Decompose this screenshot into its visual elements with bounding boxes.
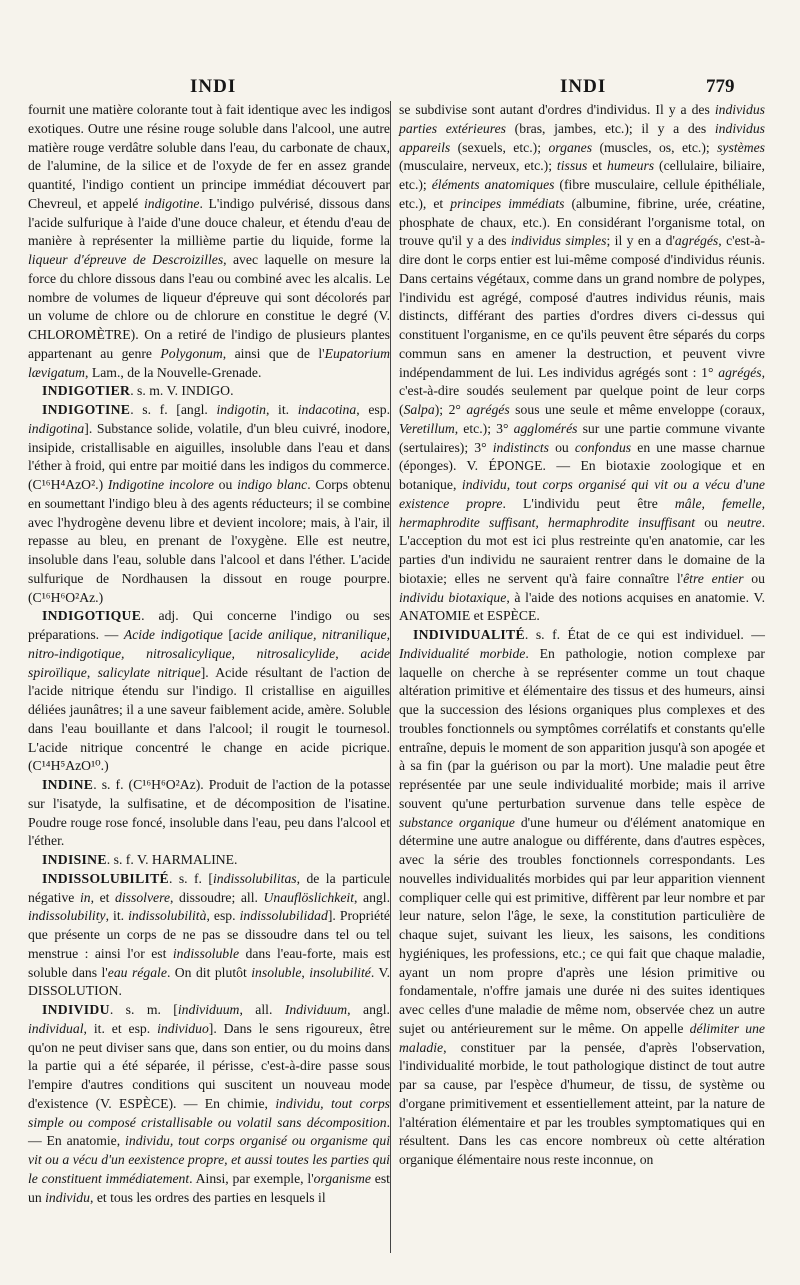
text-run: , avec laquelle on mesure la force du chlore dissous dans l'eau ou combiné avec les alcalis. Le nombre de volumes de liqueur d'épreuve qui sont décolorés par un volume de chlore ou de chlorure en constitue le degré (V. C [28,252,391,342]
text-run: . V. D [28,964,391,999]
text-run: ou [213,477,238,492]
text-run: . Ainsi, par exemple, l' [189,1170,314,1186]
headword: INDIGOTINE [42,402,131,417]
text-run: , et tous les ordres des parties en lesquels il [89,1189,326,1205]
text-run: ou [548,439,575,455]
entry-indigotique [28,607,390,776]
text-run: ]. Dans le sens rigoureux, être qu'on ne peut diviser sans que, dans son entier, ou du moins dans la partie qui a été séparée, il périsse, c'est-à-dire passe sous l'empire d'autres conditions qui suscitent un nouveau mode d'existence (V. E [28,1020,390,1111]
page-header [0,76,800,102]
text-run: . — En biotaxie zoologique et en botanique, [399,458,765,492]
italic-text: individuum [177,1002,240,1017]
text-run: , it. et esp. [83,1020,158,1036]
italic-text: indigotina [28,420,85,436]
text-run: . [230,383,234,399]
text-run: ; il y en a d' [606,233,675,249]
italic-text: Individualité morbide [399,645,526,661]
text-run: NDIGO [185,383,231,399]
italic-text: Salpa [403,402,435,417]
italic-text: agrégés [718,364,762,380]
text-run: . L'individu peut être [502,495,675,511]
entry-individu [28,1001,390,1207]
text-run: , [301,964,310,980]
text-run: (bras, jambes, etc.); il y a des [506,120,715,136]
italic-text: humeurs [606,158,655,174]
italic-text: acide spiroïlique [28,645,390,680]
text-run: , c'est-à-dire dont le corps entier est lui-même composé d'individus réunis. Dans certains végétaux, comme dans un grand nombre de polypes, l'individu est agrégé, composé d'autres individus réunis, mais distincts, différant des parties d'ordres divers ci-dessus qui constituent l'organisme, en ce qu'ils peuvent être séparés du corps commun sans en amener la destruction, et peuvent vivre indépendamment de lui. Les individus agrégés sont : 1° [399,233,766,380]
text-run: fournit une matière colorante tout à fait identique avec les indigos exotiques. Outre une résine rouge soluble dans l'alcool, une autre matière rouge verdâtre soluble dans l'eau, du carbonate de chaux, de l'alumine, de la silice et de l'oxyde de fer en assez grande quantité, l'indigo contient un principe immédiat découvert par Chevreul, et appelé [28,102,390,211]
italic-text: indissolubilitas [212,870,297,886]
italic-text: Indigotine incolore [107,477,214,492]
italic-text: dissolvere [115,889,171,905]
entry-indine [28,776,390,851]
text-run: (sexuels, etc.); [450,139,549,155]
text-run: . adj. Qui concerne l'indigo ou ses préparations. — [28,608,390,642]
text-run: NATOMIE [408,608,471,624]
text-run: . [118,983,122,999]
italic-text: in [79,889,91,905]
italic-text: éléments anatomiques [431,177,555,192]
italic-text: individu biotaxique [399,589,507,605]
text-run: , Lam., de la Nouvelle-Grenade. [85,364,262,380]
italic-text: neutre [727,514,762,530]
text-run: . [234,852,238,867]
headword: INDIVIDU [42,1002,110,1017]
italic-text: systèmes [717,139,766,155]
entry-individualite [399,626,765,1170]
entry-indisine [28,851,390,870]
italic-text: individu, tout corps organisé ou organisme qui vit ou a vécu d'un eexistence propre, et aussi toutes les parties qui le constituent immédiatement [28,1133,390,1186]
headword: INDIGOTIQUE [42,608,142,624]
italic-text: Polygonum [160,345,223,361]
text-run: ou [695,514,728,530]
text-run: (muscles, os, etc.); [592,139,718,155]
italic-text: confondus [574,439,632,455]
text-run: ARMALINE [161,852,235,867]
italic-text: indissolubilidad [239,908,328,924]
italic-text: indacotina [297,402,357,417]
italic-text: individu, tout corps simple ou composé cristallisable ou volatil sans décomposition [28,1095,390,1130]
italic-text: individu [45,1189,90,1205]
text-run: . s. f. [angl. [130,402,217,417]
text-run: , angl. [347,1002,390,1017]
text-run: (cellulaire, biliaire, etc.); [399,158,765,192]
text-run: se subdivise sont autant d'ordres d'individus. Il y a des [399,102,715,117]
italic-text: organes [548,139,593,155]
text-run: ]. Propriété que présente un corps de ne pas se dissoudre dans tel ou tel menstrue : ainsi l'or est [28,908,391,961]
text-run: PONGE [496,458,543,474]
italic-text: individu, tout corps organisé qui vit ou a vécu d'une existence propre [399,477,765,511]
italic-text: Individuum [284,1002,348,1017]
italic-text: Veretillum [399,420,455,436]
text-run: . L'indigo pulvérisé, dissous dans l'acide sulfurique à l'aide d'une douce chaleur, et étendu d'eau de manière à représenter la millième partie du liquide, forme la [28,195,390,249]
text-run: ); 2° [434,402,467,417]
left-column [28,101,390,1207]
text-run: , constituer par la pensée, d'après l'observation, l'individualité morbide, le tout pathologique distinct de tout autre par sa cause, par l'espèce d'humeur, de tissu, de système ou d'organe primitivement et essentiellement atteint, par la nature de l'altération élémentaire et par les troubles symptomatiques qui en résultent. Dans les cas encore nombreux où cette altération organique élémentaire nous reste inconnue, on [399,1039,765,1167]
text-run: ou [743,570,765,586]
text-run: sur une partie commune vivante (sertulaires); 3° [399,420,765,455]
italic-text: mâle, femelle, hermaphrodite suffisant, hermaphrodite insuffisant [399,495,765,530]
entry-indissolubilite [28,870,390,1001]
column-divider [390,101,391,1253]
text-run: ISSOLUTION [37,983,119,999]
text-run: . Corps obtenu en soumettant l'indigo bleu à des agents réducteurs; il se combine avec l'hydrogène devenu libre et devient incolore; mais, à l'air, il repasse au bleu, en prenant de l'oxygène. Elle est neutre, insoluble dans l'eau, soluble dans l'alcool et dans l'éther. L'acide sulfurique de Nordhausen la dissout en rouge pourpre. (C¹⁶H⁶O²Az.) [28,477,391,605]
italic-text: acide anilique, nitranilique, nitro-indigotique, nitrosalicylique, nitrosalicylide [28,627,391,661]
text-run: . L'acception du mot est ici plus restreinte qu'en anatomie, car les parties d'un individu ne sauraient rentrer dans le domaine de la biotaxie; elles ne servent qu'à faire connaître l' [399,514,765,586]
italic-text: substance organique [399,814,515,830]
text-run: ]. Acide résultant de l'action de l'acide nitrique étendu sur l'indigo. Il cristallise en aiguilles déliées jaunâtres; il a une saveur faiblement acide, amère. Soluble dans l'eau bouillante et dans l'alcool; il rougit le tournesol. L'acide nitrique concentré le change en acide picrique. (C¹⁴H⁵AzO¹⁰.) [28,664,391,774]
text-run: , ainsi que de l' [222,345,325,361]
text-run: ). — En chimie, [168,1095,276,1111]
text-run: en une masse charnue (éponges). V. É [399,439,765,474]
italic-text: principes immédiats [450,195,565,211]
text-run: . On dit plutôt [166,964,252,980]
text-run: , c'est-à-dire soudés seulement par quelque point de leur corps ( [399,364,765,417]
italic-text: indistincts [492,439,549,455]
italic-text: agglomérés [513,420,578,436]
running-head-right: INDI [560,76,607,97]
text-run: . s. m. V. I [130,383,186,399]
text-run: , [335,645,361,661]
text-run: , dissoudre; all. [170,889,264,905]
page-number: 779 [706,76,735,97]
italic-text: agrégés [674,233,719,249]
italic-text: insolubilité [309,964,371,980]
text-run: dans l'eau-forte, mais est soluble dans l' [28,945,391,980]
text-run: d'une humeur ou d'élément anatomique en détermine une autre analogue ou différente, dans d'autres espèces, avec la série des troubles fonctionnels correspondants. Les nouvelles individualités morbides qui par leur apparition viennent compliquer celle qui est primitive, diffèrent par leur nombre et par leur nature, selon l'âge, le sexe, la constitution particulière de chaque sujet, suivant les lieux, les saisons, les conditions hygiéniques, les professions, etc.; ce qui fait que chaque maladie, ayant un nom propre d'après une lésion primitive ou fondamentale, n'offre jamais une durée ni des suites identiques avec celles d'une maladie de même nom, observée chez un autre sujet ou antérieurement sur le même. On appelle [399,814,765,1036]
text-run: [ [222,627,233,642]
text-run: , it. [265,402,298,417]
italic-text: délimiter une maladie [399,1020,765,1055]
text-run: et [587,158,607,174]
entry-indigo-cont [28,101,390,382]
text-run: , esp. [206,908,240,924]
text-run: . s. f. État de ce qui est individuel. — [524,627,765,642]
italic-text: Eupatorium lævigatum [28,345,390,380]
italic-text: indigotine [143,195,200,211]
text-run: . s. f. [ [168,870,213,886]
italic-text: individus appareils [399,120,766,155]
text-run: , et [90,889,116,905]
running-head-left: INDI [190,76,237,97]
italic-text: indigotin [216,402,266,417]
text-run: est un [28,1170,390,1205]
text-run: . [536,608,540,624]
text-run: sous une seule et même enveloppe (coraux, [509,402,766,417]
italic-text: organisme [313,1170,371,1186]
text-run: ]. Substance solide, volatile, d'un bleu cuivré, inodore, insipide, cristallisable en aiguilles, insoluble dans l'eau et dans l'éther à froid, qui entre par moitié dans les indigos du commerce. (C¹⁶H⁴AzO².) [28,420,390,492]
headword: INDINE [42,777,94,792]
text-run: ). On a retiré de l'indigo de plusieurs plantes appartenant au genre [28,327,390,361]
italic-text: tissus [556,158,588,174]
text-run: , de la particule négative [28,870,390,905]
italic-text: liqueur d'épreuve de Descroizilles [28,252,224,267]
italic-text: individus parties extérieures [399,102,765,136]
italic-text: salicylate nitrique [97,664,201,680]
text-run: SPÈCE [495,608,537,624]
text-run: SPÈCE [127,1095,169,1111]
text-run: . s. m. [ [109,1002,178,1017]
text-run: , it. [105,908,129,924]
italic-text: insoluble [251,964,302,980]
text-run: , angl. [354,889,390,905]
entry-individu-cont [399,101,765,626]
right-column [399,101,765,1170]
text-run: , etc.); 3° [454,420,514,436]
text-run: , esp. [356,402,390,417]
italic-text: individuo [157,1020,209,1036]
italic-text: Acide indigotique [123,627,223,642]
italic-text: indissolubility [28,908,106,924]
text-run: . — En anatomie, [28,1114,390,1149]
text-run: (albumine, fibrine, urée, créatine, phosphate de chaux, etc.). En considérant l'organisme total, on trouve qu'il y a des [399,195,766,249]
italic-text: indissoluble [172,945,240,961]
text-run: , à l'aide des notions acquises en anatomie. V. A [399,589,765,624]
italic-text: Unauflöslichkeit [263,889,355,905]
headword: INDIVIDUALITÉ [413,627,525,642]
text-run: . s. f. (C¹⁶H⁶O²Az). Produit de l'action de la potasse sur l'isatyde, la sulfisatine, et de décomposition de l'isatine. Poudre rouge rose foncé, insoluble dans l'eau, peu dans l'alcool et l'éther. [28,777,390,849]
italic-text: individual [28,1020,84,1036]
italic-text: eau régale [107,964,167,980]
text-run: . En pathologie, notion complexe par laquelle on cherche à se représenter comme un tout chaque altération primitive et élémentaire des tissus et des humeurs, ainsi que la succession des lésions organiques plus complexes et des troubles fonctionnels ou symptômes corrélatifs et constants qu'elle entraîne, depuis le moment de son apparition jusqu'à son apogée et à sa fin (par la guérison ou par la mort). Une maladie peut être représentée par une seule individualité morbide; mais il arrive souvent qu'une perturbation survenue dans telle espèce de [399,645,765,811]
text-run: , [86,664,98,680]
italic-text: indigo blanc [237,477,308,492]
text-run: , all. [239,1002,285,1017]
text-run: HLOROMÈTRE [37,327,131,342]
text-run: . s. f. V. H [106,852,162,867]
headword: INDISINE [42,852,107,867]
text-run: (fibre musculaire, cellule épithéliale, etc.), et [399,177,765,211]
italic-text: être entier [683,570,744,586]
italic-text: agrégés [466,402,510,417]
headword: INDISSOLUBILITÉ [42,870,169,886]
headword: INDIGOTIER [42,383,131,399]
entry-indigotier [28,382,390,401]
italic-text: individus simples [510,233,607,249]
text-run: (musculaire, nerveux, etc.); [399,158,557,174]
entry-indigotine [28,401,390,607]
text-run: et E [470,608,496,624]
italic-text: indissolubilità [128,908,207,924]
